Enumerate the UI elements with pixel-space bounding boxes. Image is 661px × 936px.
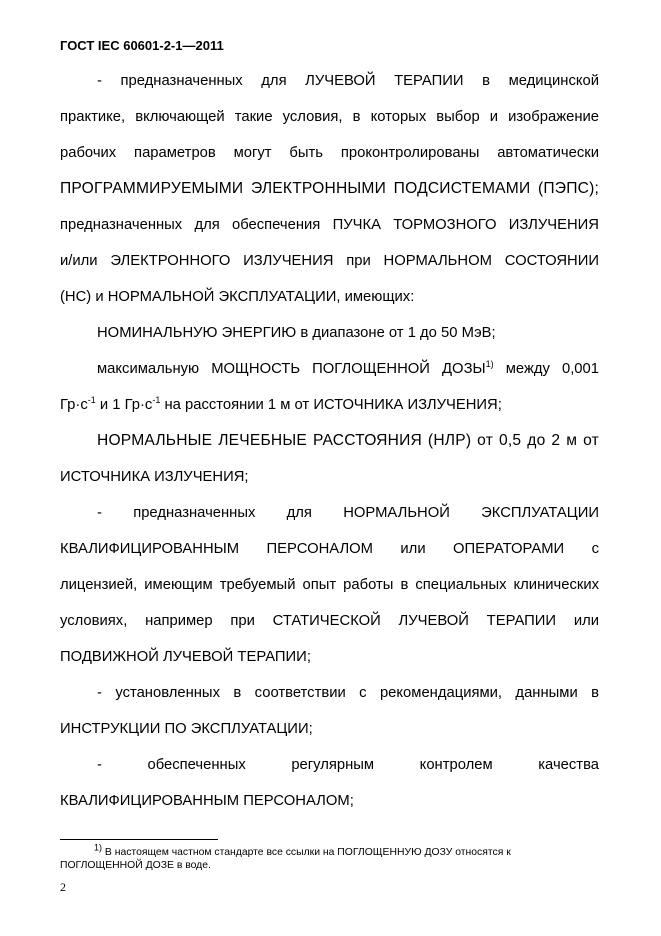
text-line: и/или ЭЛЕКТРОННОГО ИЗЛУЧЕНИЯ при НОРМАЛЬНОМ СОСТОЯНИИ [60,253,599,269]
text-line: НОРМАЛЬНЫЕ ЛЕЧЕБНЫЕ РАССТОЯНИЯ (НЛР) от 0,5 до 2 м от [97,432,599,449]
text-fragment: на расстоянии 1 м от ИСТОЧНИКА ИЗЛУЧЕНИЯ; [160,397,502,413]
text-line [60,396,599,414]
text-line: ПОДВИЖНОЙ ЛУЧЕВОЙ ТЕРАПИИ; [60,649,311,665]
text-line: - обеспеченных регулярным контролем качества [97,757,599,773]
text-fragment: между 0,001 [493,361,599,377]
footnote-mark: 1) [94,842,103,853]
text-line: предназначенных для обеспечения ПУЧКА ТОРМОЗНОГО ИЗЛУЧЕНИЯ [60,217,599,233]
text-line: - предназначенных для НОРМАЛЬНОЙ ЭКСПЛУАТАЦИИ [97,505,599,521]
text-line: - установленных в соответствии с рекомендациями, данными в [97,685,599,701]
footnote-line [60,842,580,859]
text-line [97,360,599,378]
text-fragment: максимальную МОЩНОСТЬ ПОГЛОЩЕННОЙ ДОЗЫ [97,361,486,377]
footnote-text: В настоящем частном стандарте все ссылки на ПОГЛОЩЕННУЮ ДОЗУ относятся к [102,847,511,858]
text-fragment: Гр·с [60,397,88,413]
exponent: -1 [152,395,161,406]
text-line: ПРОГРАММИРУЕМЫМИ ЭЛЕКТРОННЫМИ ПОДСИСТЕМАМИ (ПЭПС); [60,180,599,197]
text-line: ИНСТРУКЦИИ ПО ЭКСПЛУАТАЦИИ; [60,721,313,737]
text-line: КВАЛИФИЦИРОВАННЫМ ПЕРСОНАЛОМ или ОПЕРАТОРАМИ с [60,541,599,557]
text-line: НОМИНАЛЬНУЮ ЭНЕРГИЮ в диапазоне от 1 до 50 МэВ; [97,325,496,341]
footnote-divider [60,839,218,840]
exponent: -1 [87,395,96,406]
text-line: - предназначенных для ЛУЧЕВОЙ ТЕРАПИИ в медицинской [97,73,599,89]
text-line: (НС) и НОРМАЛЬНОЙ ЭКСПЛУАТАЦИИ, имеющих: [60,289,415,305]
footnote-line: ПОГЛОЩЕННОЙ ДОЗЕ в воде. [60,860,211,871]
text-line: лицензией, имеющим требуемый опыт работы в специальных клинических [60,577,599,593]
text-line: условиях, например при СТАТИЧЕСКОЙ ЛУЧЕВОЙ ТЕРАПИИ или [60,613,599,629]
footnote-ref: 1) [485,359,494,370]
document-header: ГОСТ IEC 60601-2-1—2011 [60,38,224,53]
page-number: 2 [60,880,66,894]
text-line: КВАЛИФИЦИРОВАННЫМ ПЕРСОНАЛОМ; [60,793,354,809]
text-line: практике, включающей такие условия, в которых выбор и изображение [60,109,599,125]
text-line: ИСТОЧНИКА ИЗЛУЧЕНИЯ; [60,469,249,485]
text-line: рабочих параметров могут быть проконтролированы автоматически [60,145,599,161]
text-fragment: и 1 Гр·с [95,397,153,413]
